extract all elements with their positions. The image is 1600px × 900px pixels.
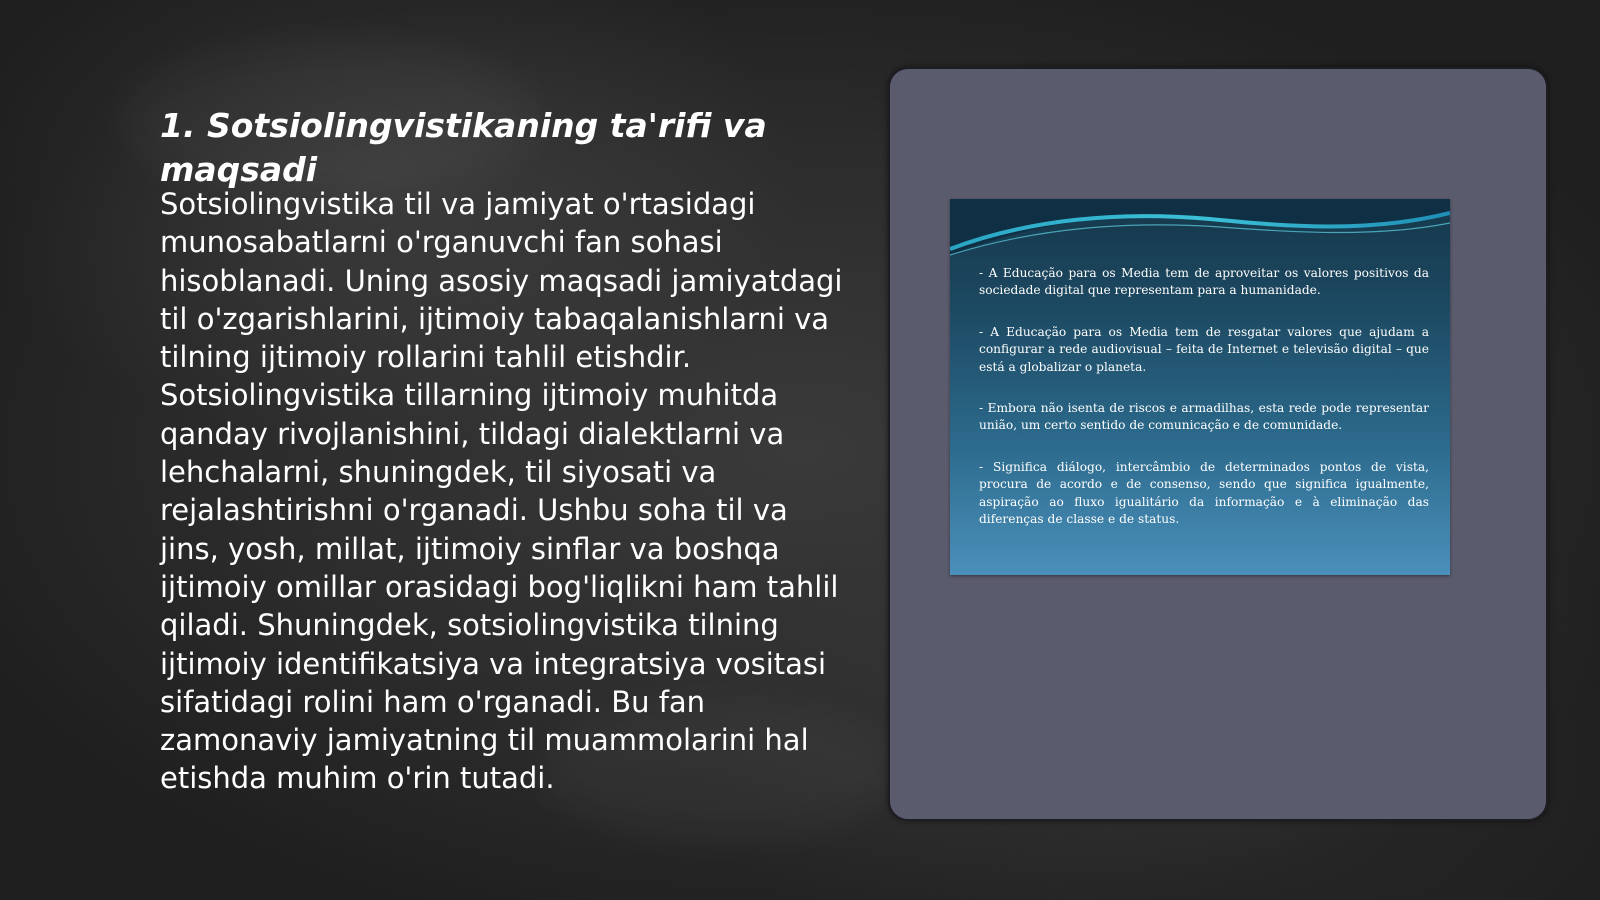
embedded-slide-image [950,199,1450,575]
embedded-paragraph: - Embora não isenta de riscos e armadilhas, esta rede pode representar união, um certo sentido de comunicação e de comunidade. [979,401,1429,433]
wave-decoration [950,199,1450,259]
embedded-slide-text [979,265,1429,552]
slide-body-text: Sotsiolingvistika til va jamiyat o'rtasidagi munosabatlarni o'rganuvchi fan sohasi hisoblanadi. Uning asosiy maqsadi jamiyatdagi til o'zgarishlarini, ijtimoiy tabaqalanishlarni va tilning ijtimoiy rollarini tahlil etishdir. Sotsiolingvistika tillarning ijtimoiy muhitda qanday rivojlanishini, tildagi dialektlarni va lehchalarni, shuningdek, til siyosati va rejalashtirishni o'rganadi. Ushbu soha til va jins, yosh, millat, ijtimoiy sinflar va boshqa ijtimoiy omillar orasidagi bog'liqlikni ham tahlil qiladi. Shuningdek, sotsiolingvistika tilning ijtimoiy identifikatsiya va integratsiya vositasi sifatidagi rolini ham o'rganadi. Bu fan zamonaviy jamiyatning til muammolarini hal etishda muhim o'rin tutadi. [160,187,843,796]
embedded-paragraph: - A Educação para os Media tem de resgatar valores que ajudam a configurar a rede audiovisual – feita de Internet e televisão digital – que está a globalizar o planeta. [979,324,1429,374]
embedded-paragraph: - Significa diálogo, intercâmbio de determinados pontos de vista, procura de acordo e de consenso, sendo que significa igualmente, aspiração ao fluxo igualitário da informação e à eliminação das diferenças de classe e de status. [979,459,1429,527]
slide-heading: 1. Sotsiolingvistikaning ta'rifi va maqsadi [160,106,767,189]
embedded-paragraph: - A Educação para os Media tem de aproveitar os valores positivos da sociedade digital que representam para a humanidade. [979,266,1429,298]
